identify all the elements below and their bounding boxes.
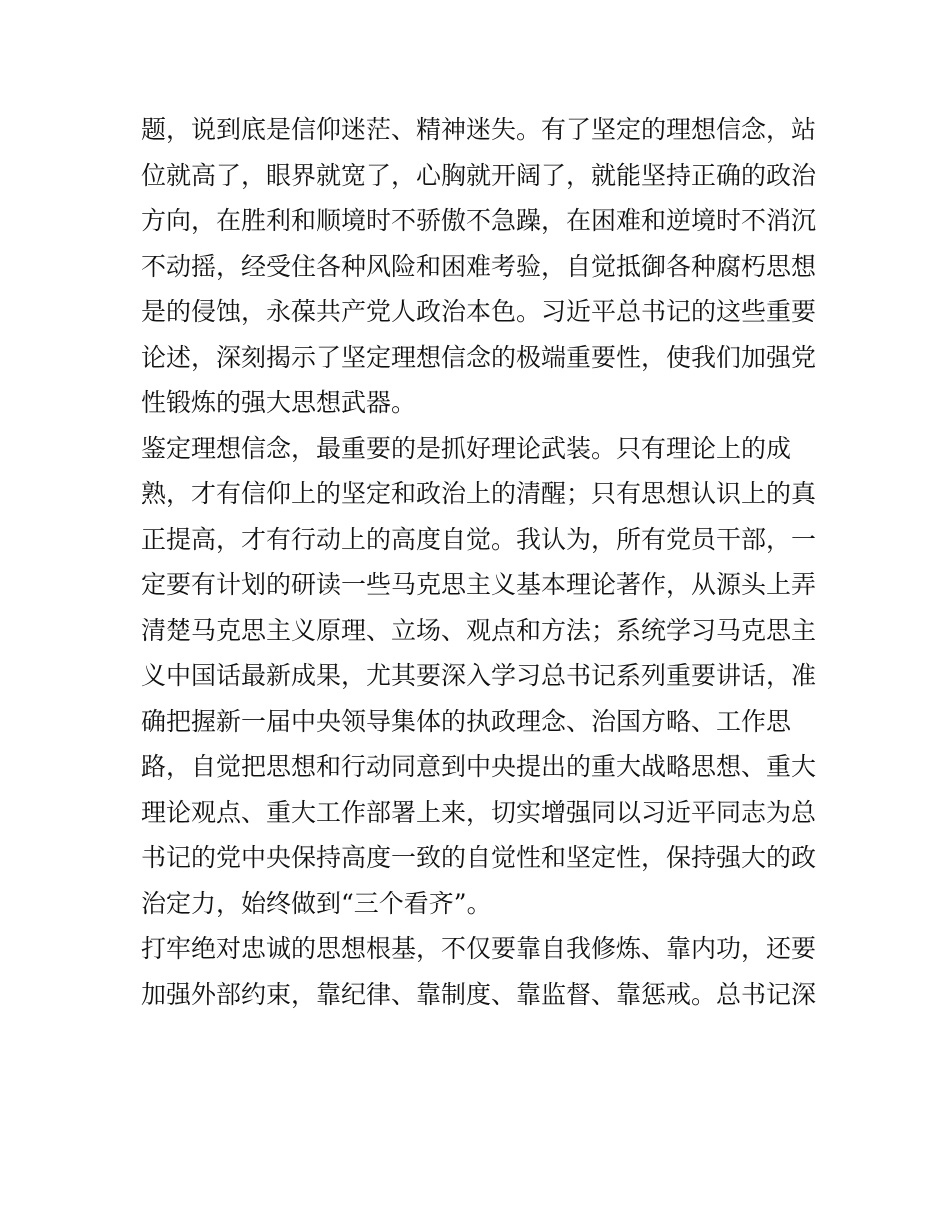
body-text: [141, 107, 821, 1017]
text-line: 正提高，才有行动上的高度自觉。我认为，所有党员干部，一: [141, 524, 817, 554]
text-line: 义中国话最新成果，尤其要深入学习总书记系列重要讲话，准: [141, 661, 817, 690]
text-line: 位就高了，眼界就宽了，心胸就开阔了，就能坚持正确的政治: [141, 160, 817, 190]
text-line: 不动摇，经受住各种风险和困难考验，自觉抵御各种腐朽思想: [141, 251, 817, 281]
text-line: 加强外部约束，靠纪律、靠制度、靠监督、靠惩戒。总书记深: [141, 979, 817, 1009]
text-line: 是的侵蚀，永葆共产党人政治本色。习近平总书记的这些重要: [141, 297, 817, 326]
text-line: 治定力，始终做到“三个看齐”。: [141, 888, 492, 918]
text-line: 理论观点、重大工作部署上来，切实增强同以习近平同志为总: [141, 797, 817, 827]
text-line: 定要有计划的研读一些马克思主义基本理论著作，从源头上弄: [141, 570, 817, 599]
text-line: 路，自觉把思想和行动同意到中央提出的重大战略思想、重大: [141, 752, 817, 781]
text-line: 确把握新一届中央领导集体的执政理念、治国方略、工作思: [141, 706, 792, 736]
text-line: 打牢绝对忠诚的思想根基，不仅要靠自我修炼、靠内功，还要: [141, 934, 817, 963]
text-line: 鉴定理想信念，最重要的是抓好理论武装。只有理论上的成: [141, 433, 792, 463]
text-line: 方向，在胜利和顺境时不骄傲不急躁，在困难和逆境时不消沉: [141, 206, 817, 235]
text-line: 题，说到底是信仰迷茫、精神迷失。有了坚定的理想信念，站: [141, 115, 817, 144]
text-line: 书记的党中央保持高度一致的自觉性和坚定性，保持强大的政: [141, 843, 817, 872]
text-line: 清楚马克思主义原理、立场、观点和方法；系统学习马克思主: [141, 615, 817, 645]
text-line: 性锻炼的强大思想武器。: [141, 388, 417, 417]
text-line: 论述，深刻揭示了坚定理想信念的极端重要性，使我们加强党: [141, 342, 817, 372]
text-line: 熟，才有信仰上的坚定和政治上的清醒；只有思想认识上的真: [141, 479, 817, 508]
